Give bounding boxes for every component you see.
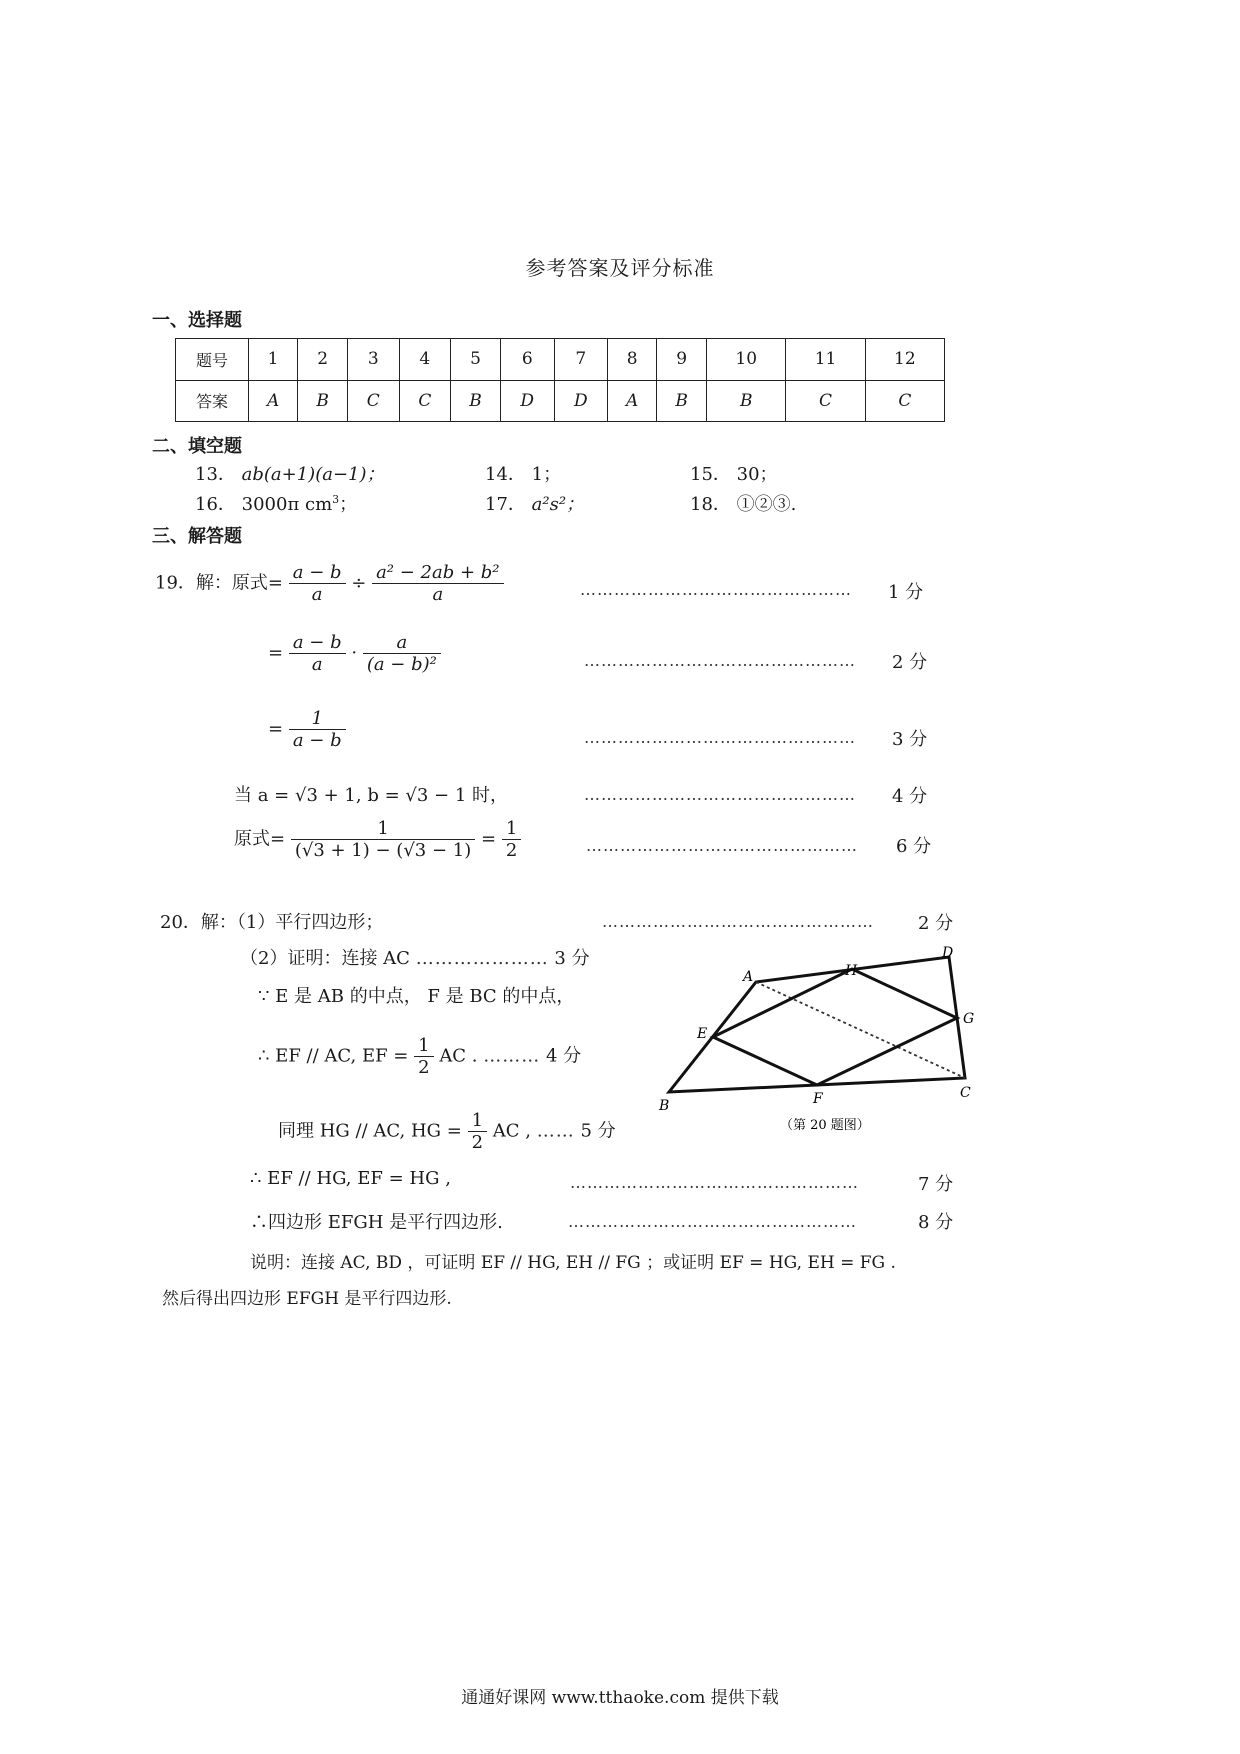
quadrilateral-efgh <box>713 969 957 1085</box>
q20-line3: ∵ E 是 AB 的中点， F 是 BC 的中点， <box>258 986 575 1007</box>
equals-sign: = <box>480 828 497 850</box>
fill-item-15 <box>690 460 778 486</box>
leader-dots: ……… <box>483 1045 541 1067</box>
table-cell: C <box>399 380 451 422</box>
fraction: $\frac{a - b}{a}$ <box>289 562 346 605</box>
fill-item-13 <box>195 460 385 486</box>
leader-dots: ………………………………………… <box>580 580 852 599</box>
item-sup: 3 <box>332 493 340 506</box>
item-value: 30； <box>736 464 778 485</box>
score: 6 分 <box>896 836 932 857</box>
item-value: ①②③. <box>736 494 797 515</box>
item-value: a²s²； <box>531 494 585 515</box>
score: 2 分 <box>918 913 954 934</box>
leader-dots: ………………… <box>415 948 549 969</box>
fraction: $\frac{1}{(√3 + 1) - (√3 - 1)}$ <box>291 818 475 861</box>
item-value: 1； <box>531 464 562 485</box>
table-cell: C <box>865 380 944 422</box>
q19-step5 <box>234 818 521 861</box>
table-cell: 3 <box>348 339 400 381</box>
section3-heading: 三、解答题 <box>152 526 242 547</box>
quadrilateral-abcd <box>669 957 965 1092</box>
section1-heading: 一、选择题 <box>152 310 242 331</box>
item-label: 14． <box>485 464 526 485</box>
score: 7 分 <box>918 1174 954 1195</box>
q20-part1: 20．解：（1）平行四边形； <box>160 912 384 933</box>
q19-label: 19．解：原式= <box>155 572 283 594</box>
table-cell: 2 <box>298 339 348 381</box>
leader-dots: ………………………………………… <box>584 728 856 747</box>
q20-l4-suffix: AC . <box>439 1045 478 1067</box>
leader-dots: ………………………………………… <box>584 785 856 804</box>
item-label: 17． <box>485 494 526 515</box>
figure-caption: （第 20 题图） <box>780 1118 870 1133</box>
leader-dots: ………………………………………… <box>586 836 858 855</box>
item-label: 16． <box>195 494 236 515</box>
q19-s5-prefix: 原式= <box>234 828 286 850</box>
q19-step4: 当 a = √3 + 1, b = √3 − 1 时， <box>234 785 508 806</box>
leader-dots: ………………………………………… <box>602 912 874 931</box>
fill-item-14 <box>485 460 561 486</box>
item-label: 13． <box>195 464 236 485</box>
point-label-a: A <box>743 969 754 985</box>
q20-line5 <box>278 1110 616 1153</box>
table-cell: B <box>707 380 786 422</box>
score: 2 分 <box>892 652 928 673</box>
q20-line7: ∴四边形 EFGH 是平行四边形. <box>250 1212 503 1233</box>
q20-part2-text: （2）证明：连接 AC <box>240 948 410 969</box>
item-value: ab(a+1)(a−1)； <box>241 464 385 485</box>
item-tail: ； <box>339 494 358 515</box>
table-cell: B <box>657 380 707 422</box>
fraction: $\frac{a}{\text{(a − b)²}}$ <box>363 632 441 675</box>
table-cell: 1 <box>249 339 298 381</box>
fill-item-17 <box>485 490 584 516</box>
table-cell: 12 <box>865 339 944 381</box>
table-cell: 7 <box>554 339 608 381</box>
table-row <box>176 339 945 381</box>
point-label-d: D <box>942 945 954 961</box>
table-cell: 5 <box>451 339 501 381</box>
leader-dots: …… <box>536 1120 575 1142</box>
q20-note-line1: 说明：连接 AC, BD ，可证明 EF // HG, EH // FG ；或证明 EF = HG, EH = FG . <box>250 1253 896 1273</box>
leader-dots: …………………………………………… <box>570 1173 859 1192</box>
figure-20 <box>655 945 985 1145</box>
table-cell: D <box>500 380 554 422</box>
item-value: 3000π cm <box>241 494 333 515</box>
table-cell: 8 <box>608 339 657 381</box>
section2-heading: 二、填空题 <box>152 436 242 457</box>
footer: 通通好课网 www.tthaoke.com 提供下载 <box>461 1688 779 1708</box>
table-cell: 11 <box>786 339 865 381</box>
table-cell: A <box>249 380 298 422</box>
table-cell: B <box>298 380 348 422</box>
fill-item-18 <box>690 490 796 516</box>
score: 8 分 <box>918 1212 954 1233</box>
divide-sign: ÷ <box>351 572 367 594</box>
q19-step3 <box>268 708 346 751</box>
table-cell: C <box>348 380 400 422</box>
q20-line4 <box>258 1035 581 1078</box>
fraction: $\frac{a - b}{a}$ <box>289 632 346 675</box>
q20-l5-suffix: AC , <box>492 1120 531 1142</box>
score: 4 分 <box>892 786 928 807</box>
fraction: $\frac{1}{2}$ <box>502 818 521 861</box>
equals-sign: = <box>268 642 284 664</box>
score: 4 分 <box>546 1045 582 1067</box>
point-label-h: H <box>845 963 858 979</box>
page-title: 参考答案及评分标准 <box>525 256 715 280</box>
dot-sign: · <box>351 642 358 664</box>
fraction: $\frac{1}{2}$ <box>414 1035 433 1078</box>
score: 3 分 <box>892 729 928 750</box>
fraction: $\frac{1}{a - b}$ <box>289 708 346 751</box>
point-label-e: E <box>697 1026 708 1042</box>
table-cell: D <box>554 380 608 422</box>
point-label-b: B <box>659 1098 670 1114</box>
q19-step1 <box>155 562 504 605</box>
table-cell: C <box>786 380 865 422</box>
q19-step2 <box>268 632 441 675</box>
point-label-f: F <box>813 1091 823 1107</box>
item-label: 15． <box>690 464 731 485</box>
equals-sign: = <box>268 718 284 740</box>
point-label-g: G <box>963 1011 975 1027</box>
q20-l4-prefix: ∴ EF // AC, EF = <box>258 1045 409 1067</box>
fraction: $\frac{1}{2}$ <box>468 1110 487 1153</box>
leader-dots: ………………………………………… <box>584 651 856 670</box>
table-cell: 9 <box>657 339 707 381</box>
score: 3 分 <box>554 948 590 969</box>
table-cell: B <box>451 380 501 422</box>
table-header-answer: 答案 <box>176 380 249 422</box>
table-header-number: 题号 <box>176 339 249 381</box>
table-row <box>176 380 945 422</box>
q20-line6: ∴ EF // HG, EF = HG , <box>250 1168 451 1189</box>
score: 1 分 <box>888 582 924 603</box>
fraction: $\frac{\text{a² − 2ab + b²}}{a}$ <box>372 562 503 605</box>
item-label: 18． <box>690 494 731 515</box>
score: 5 分 <box>580 1120 616 1142</box>
q20-note-line2: 然后得出四边形 EFGH 是平行四边形. <box>162 1289 452 1309</box>
q20-part2 <box>240 944 590 970</box>
fill-item-16 <box>195 490 357 516</box>
table-cell: 6 <box>500 339 554 381</box>
table-cell: A <box>608 380 657 422</box>
table-cell: 4 <box>399 339 451 381</box>
point-label-c: C <box>960 1085 971 1101</box>
answer-table <box>175 338 945 422</box>
table-cell: 10 <box>707 339 786 381</box>
leader-dots: …………………………………………… <box>568 1212 857 1231</box>
q20-l5-prefix: 同理 HG // AC, HG = <box>278 1120 462 1142</box>
